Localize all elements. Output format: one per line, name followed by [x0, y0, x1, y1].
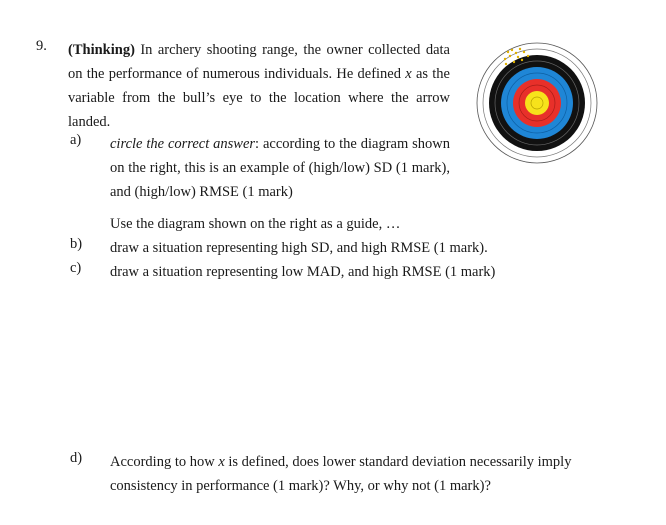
arrow-hit [521, 59, 523, 61]
part-a-instruction: circle the correct answer [110, 136, 256, 152]
part-d-text-2: is defined, does lower standard deviation necessarily imply consistency in performance (1 mark)? Why, or why not (1 mark)? [110, 454, 572, 494]
arrow-hit [527, 55, 529, 57]
intro-text-2: as the variable from the bull’s eye to the location where the arrow landed. [68, 66, 450, 130]
arrow-hit [511, 49, 513, 51]
question-tag: (Thinking) [68, 42, 135, 58]
arrow-hit [519, 48, 521, 50]
part-b-letter: b) [70, 236, 83, 252]
variable-x: x [405, 66, 412, 82]
part-a-letter: a) [70, 132, 82, 148]
part-d-letter: d) [70, 450, 83, 466]
target-rings [477, 43, 597, 163]
ring-gold [525, 91, 549, 115]
arrow-hit [509, 55, 511, 57]
archery-target-diagram [476, 42, 598, 164]
part-d-text [110, 450, 610, 498]
part-a-body: : according to the diagram shown on the right, this is an example of (high/low) SD (1 mark), and (high/low) RMSE (1 mark) [110, 136, 450, 200]
arrow-hit [504, 58, 506, 60]
part-d-text-1: According to how [110, 454, 219, 470]
arrow-hit [513, 61, 515, 63]
part-c-letter: c) [70, 260, 82, 276]
question-intro [68, 38, 450, 134]
arrow-hit [505, 63, 507, 65]
arrow-hit [515, 52, 517, 54]
part-c-text: draw a situation representing low MAD, and high RMSE (1 mark) [110, 264, 496, 280]
part-d-variable-x: x [218, 454, 225, 470]
intro-text-1: In archery shooting range, the owner collected data on the performance of numerous individuals. He defined [68, 42, 450, 82]
part-b-text: draw a situation representing high SD, and high RMSE (1 mark). [110, 240, 488, 256]
question-number: 9. [36, 38, 47, 54]
part-a-text [110, 132, 450, 204]
arrow-hit [507, 51, 509, 53]
arrow-hit [523, 51, 525, 53]
arrow-hit [517, 56, 519, 58]
guide-text: Use the diagram shown on the right as a guide, … [110, 216, 401, 232]
